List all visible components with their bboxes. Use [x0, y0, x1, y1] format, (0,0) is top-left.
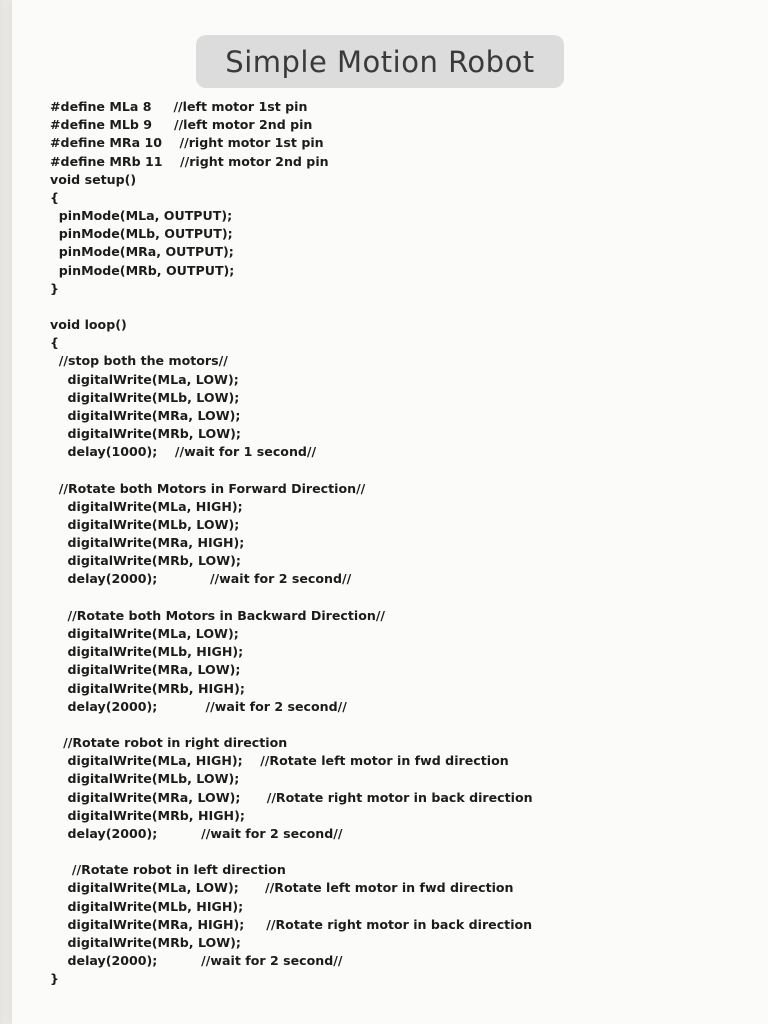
code-line: #define MLb 9 //left motor 2nd pin [50, 117, 313, 133]
code-line: digitalWrite(MLa, HIGH); //Rotate left motor in fwd direction [50, 753, 509, 769]
code-line: delay(2000); //wait for 2 second// [50, 825, 343, 841]
code-line: //Rotate both Motors in Forward Direction// [50, 480, 366, 496]
code-line: pinMode(MRa, OUTPUT); [50, 244, 234, 260]
code-line: digitalWrite(MRa, LOW); [50, 407, 241, 423]
code-line [50, 298, 768, 316]
code-line: digitalWrite(MRb, HIGH); [50, 680, 245, 696]
code-line: digitalWrite(MRb, LOW); [50, 426, 241, 442]
code-line: { [50, 189, 59, 205]
code-line: delay(2000); //wait for 2 second// [50, 953, 343, 969]
code-line: void loop() [50, 317, 127, 333]
title-banner [196, 35, 564, 88]
code-line: digitalWrite(MLa, HIGH); [50, 498, 243, 514]
page-edge [0, 0, 12, 1024]
code-line: digitalWrite(MLa, LOW); [50, 371, 239, 387]
code-line: delay(1000); //wait for 1 second// [50, 444, 317, 460]
code-line: digitalWrite(MRb, LOW); [50, 553, 241, 569]
code-line: } [50, 280, 59, 296]
code-line: pinMode(MLb, OUTPUT); [50, 226, 233, 242]
code-line: } [50, 971, 59, 987]
code-line: //stop both the motors// [50, 353, 228, 369]
code-line: pinMode(MLa, OUTPUT); [50, 208, 233, 224]
code-line: digitalWrite(MLb, LOW); [50, 771, 240, 787]
code-line [50, 716, 768, 734]
code-line: digitalWrite(MRa, HIGH); [50, 535, 245, 551]
code-line: void setup() [50, 171, 137, 187]
code-line: delay(2000); //wait for 2 second// [50, 698, 347, 714]
page-title: Simple Motion Robot [225, 44, 535, 79]
code-line: digitalWrite(MRa, HIGH); //Rotate right motor in back direction [50, 916, 533, 932]
code-line: pinMode(MRb, OUTPUT); [50, 262, 235, 278]
code-line [50, 843, 768, 861]
code-line: //Rotate both Motors in Backward Direction// [50, 607, 386, 623]
code-line: digitalWrite(MLb, LOW); [50, 389, 240, 405]
code-line: digitalWrite(MLb, HIGH); [50, 644, 244, 660]
code-line: #define MRb 11 //right motor 2nd pin [50, 153, 329, 169]
code-line: digitalWrite(MLa, LOW); //Rotate left motor in fwd direction [50, 880, 514, 896]
code-line: digitalWrite(MRa, LOW); [50, 662, 241, 678]
code-listing [50, 98, 768, 988]
code-line: digitalWrite(MLa, LOW); [50, 625, 239, 641]
code-line: digitalWrite(MRa, LOW); //Rotate right motor in back direction [50, 789, 533, 805]
document-page [12, 0, 768, 1024]
code-line: #define MLa 8 //left motor 1st pin [50, 99, 308, 114]
code-line: delay(2000); //wait for 2 second// [50, 571, 352, 587]
code-line: //Rotate robot in right direction [50, 735, 288, 751]
code-line: #define MRa 10 //right motor 1st pin [50, 135, 324, 151]
code-line: digitalWrite(MRb, HIGH); [50, 807, 245, 823]
code-line: //Rotate robot in left direction [50, 862, 286, 878]
code-line: { [50, 335, 59, 351]
code-line [50, 589, 768, 607]
code-line [50, 461, 768, 479]
code-line: digitalWrite(MLb, HIGH); [50, 898, 244, 914]
code-line: digitalWrite(MRb, LOW); [50, 934, 241, 950]
code-line: digitalWrite(MLb, LOW); [50, 516, 240, 532]
